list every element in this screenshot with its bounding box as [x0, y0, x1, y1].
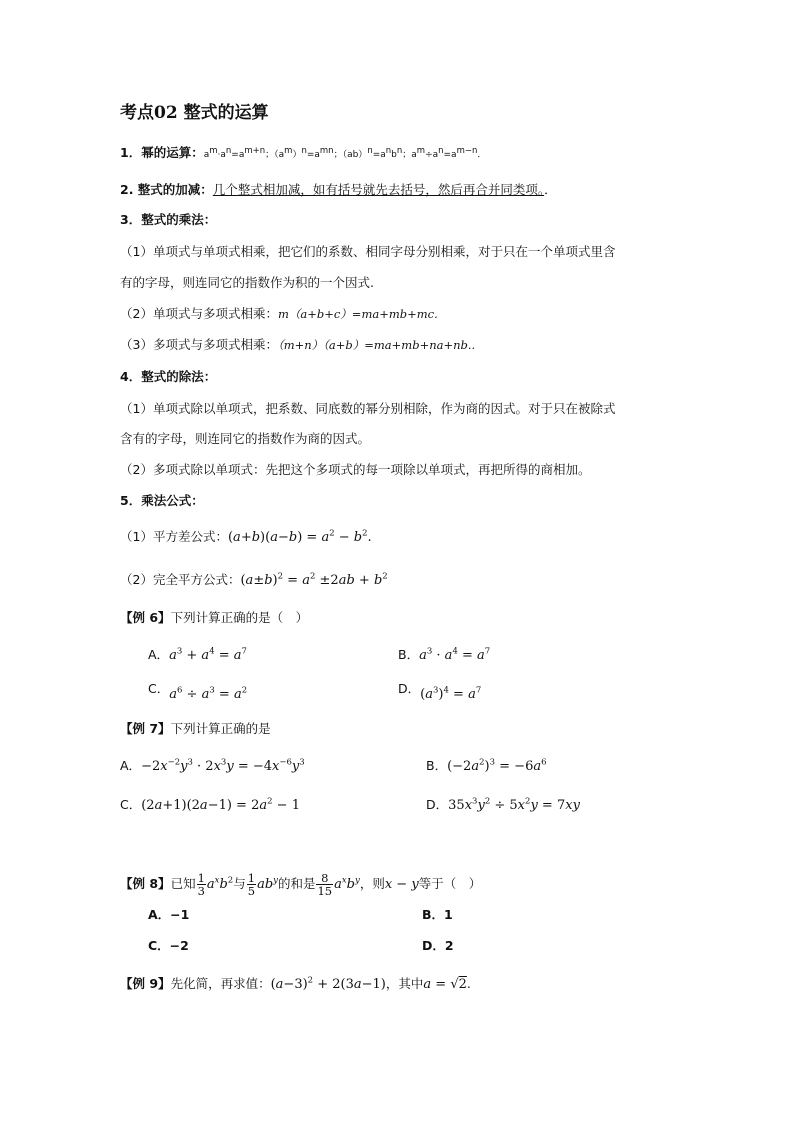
option-d-formula: $(a^3)^4 = a^7$	[420, 685, 482, 702]
section-4-p2: （2）多项式除以单项式：先把这个多项式的每一项除以单项式，再把所得的商相加。	[120, 462, 591, 477]
perfect-square-formula: $(a\pm b)^2 = a^2 \pm 2ab + b^2$	[240, 571, 388, 588]
fraction-one-third: $\frac{1}{3}$	[197, 871, 205, 898]
term-3: $a^xb^y$	[334, 875, 360, 892]
difference-of-squares-line	[120, 528, 372, 547]
section-4-p1b: 含有的字母，则连同它的指数作为商的因式。	[120, 431, 371, 446]
example-6-option-c[interactable]	[148, 680, 248, 702]
example-7-line	[120, 720, 271, 738]
section-4-heading-text: 4．整式的除法：	[120, 369, 217, 384]
example-8-text-2: 与	[233, 876, 246, 891]
example-9-line	[120, 975, 471, 994]
example-8-label: 【例 8】	[120, 876, 171, 891]
section-4-p1a: （1）单项式除以单项式，把系数、同底数的幂分别相除，作为商的因式。对于只在被除式	[120, 401, 616, 416]
example-8-text-4: ，则	[359, 876, 385, 891]
section-3-p1a: （1）单项式与单项式相乘，把它们的系数、相同字母分别相乘，对于只在一个单项式里含	[120, 244, 616, 259]
option-a-letter: A．	[148, 647, 170, 662]
example-7-question: 下列计算正确的是	[170, 721, 271, 736]
option-c-formula: $a^6 \div a^3 = a^2$	[169, 685, 248, 702]
option-b-letter: B．	[398, 647, 420, 662]
section-5-heading-text: 5．乘法公式：	[120, 493, 204, 508]
example-7-label: 【例 7】	[120, 721, 171, 736]
section-2-tail: ．	[544, 182, 557, 197]
example-9-condition: a = √2	[423, 977, 467, 992]
example-9-expression: $(a-3)^2 + 2(3a-1)$	[270, 975, 386, 992]
section-3-p2-formula: m（a+b+c）=ma+mb+mc.	[277, 307, 438, 321]
fraction-one-fifth: $\frac{1}{5}$	[247, 871, 256, 898]
example-9-text-1: 先化简，再求值：	[170, 976, 271, 991]
section-3-heading	[120, 211, 216, 229]
difference-of-squares-label: （1）平方差公式：	[120, 529, 228, 544]
power-rules-formula: $a^m\cdot a^n=a^{m+n}$；$(a^m)^n=a^{mn}$；$(ab)^n=a^nb^n$；$a^m\div a^n=a^{m-n}$．	[203, 146, 487, 160]
section-3-p3-formula: （m+n）（a+b）=ma+mb+na+nb..	[277, 338, 476, 352]
term-2: $ab^y$	[257, 875, 278, 892]
fraction-eight-fifteenths: $\frac{8}{15}$	[317, 871, 333, 898]
term-x-minus-y: x − y	[384, 877, 419, 892]
example-8-option-d[interactable]: D．2	[422, 938, 454, 953]
example-7-option-b[interactable]	[426, 757, 547, 776]
example-7-option-a[interactable]	[120, 757, 305, 776]
section-3-p3	[120, 336, 475, 354]
example-7-option-c[interactable]	[120, 796, 300, 815]
section-4-heading	[120, 368, 216, 386]
section-2-text: 几个整式相加减，如有括号就先去括号，然后再合并同类项。	[212, 182, 545, 197]
example-8-text-3: 的和是	[277, 876, 316, 891]
option-b-formula: $a^3 \cdot a^4 = a^7$	[419, 646, 491, 663]
section-5-heading	[120, 492, 204, 510]
section-1-line	[120, 144, 486, 164]
example-6-option-a[interactable]	[148, 646, 247, 665]
example-6-option-b[interactable]	[398, 646, 490, 665]
example-8-option-c[interactable]: C．−2	[148, 938, 189, 953]
section-3-p2-text: （2）单项式与多项式相乘：	[120, 306, 278, 321]
example-8-text-5: 等于（ ）	[418, 876, 482, 891]
section-3-heading-text: 3．整式的乘法：	[120, 212, 217, 227]
example-9-text-3: .	[466, 976, 471, 991]
example-7-option-d[interactable]	[426, 796, 580, 815]
option-a-formula: $a^3 + a^4 = a^7$	[169, 646, 247, 663]
option-c-letter: C．	[148, 681, 170, 696]
option-b-formula: $(-2a^2)^3 = -6a^6$	[447, 757, 547, 774]
section-2-line	[120, 181, 557, 199]
example-6-line	[120, 609, 308, 627]
example-9-text-2: ，其中	[385, 976, 424, 991]
perfect-square-label: （2）完全平方公式：	[120, 572, 241, 587]
option-a-formula: $-2x^{-2}y^3 \cdot 2x^3y = -4x^{-6}y^3$	[141, 757, 305, 774]
example-8-option-b[interactable]: B．1	[422, 907, 453, 922]
perfect-square-line	[120, 571, 388, 590]
option-c-letter: C．	[120, 797, 142, 812]
option-b-letter: B．	[426, 758, 448, 773]
section-2-heading: 2. 整式的加减：	[120, 182, 213, 197]
option-c-formula: $(2a+1)(2a-1) = 2a^2 - 1$	[141, 796, 300, 813]
term-1: $a^xb^2$	[206, 875, 234, 892]
section-1-heading: 1．幂的运算：	[120, 145, 204, 160]
option-d-letter: D．	[398, 681, 421, 696]
option-d-formula: $35x^3y^2 \div 5x^2y = 7xy$	[448, 796, 580, 813]
example-8-line	[120, 866, 481, 903]
section-3-p2	[120, 305, 438, 323]
example-8-text-1: 已知	[170, 876, 196, 891]
option-a-letter: A．	[120, 758, 142, 773]
example-9-label: 【例 9】	[120, 976, 171, 991]
section-3-p3-text: （3）多项式与多项式相乘：	[120, 337, 278, 352]
example-6-question: 下列计算正确的是（ ）	[170, 610, 309, 625]
example-8-option-a[interactable]: A．−1	[148, 907, 190, 922]
example-6-option-d[interactable]	[398, 680, 482, 702]
option-d-letter: D．	[426, 797, 449, 812]
example-6-label: 【例 6】	[120, 610, 171, 625]
section-3-p1b: 有的字母，则连同它的指数作为积的一个因式.	[120, 275, 374, 290]
difference-of-squares-formula: $(a+b)(a-b) = a^2 - b^2$.	[227, 528, 372, 545]
page-title: 考点02 整式的运算	[120, 103, 269, 123]
